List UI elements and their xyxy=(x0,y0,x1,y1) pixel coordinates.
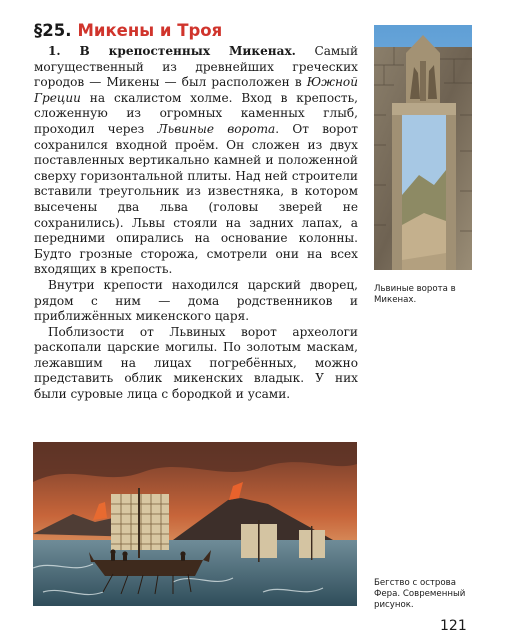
gate-name: Львиные ворота xyxy=(157,121,276,136)
section-heading xyxy=(34,20,374,42)
thera-escape-caption: Бегство с острова Фера. Современный рисунок. xyxy=(374,578,466,610)
section-title: Микены и Троя xyxy=(77,21,223,40)
paragraph-2: Внутри крепости находился царский дворец, рядом с ним — дома родственников и приближённых микенского царя. xyxy=(34,277,358,324)
lion-gate-illustration xyxy=(374,25,472,270)
paragraph-3: Поблизости от Львиных ворот археологи раскопали царские могилы. По золотым маскам, лежавшим на лицах погребённых, можно представить облик микенских владык. У них были суровые лица с бородкой и усами. xyxy=(34,324,358,402)
paragraph-1-part-3: . От ворот сохранился входной проём. Он сложен из двух поставленных вертикально камней и положенной сверху горизонтальной плиты. Над ней строители вставили треугольник из известняка, в котором высечены два льва (головы зверей не сохранились). Львы стояли на задних лапах, а передними опирались на основание колонны. Будто грозные сторожа, смотрели они на всех входящих в крепость. xyxy=(34,121,359,277)
subsection-label: 1. В крепостенных Микенах. xyxy=(48,44,296,58)
thera-escape-illustration xyxy=(33,442,357,606)
paragraph-1 xyxy=(34,44,358,278)
section-number: §25. xyxy=(34,21,72,40)
paragraph-1-part-2: на скалистом холме. Вход в крепость, сложенную из огромных каменных глыб, проходил через xyxy=(34,90,358,136)
page-number: 121 xyxy=(440,618,467,634)
place-name: Южной Греции xyxy=(34,75,358,105)
paragraph-1-part-1: Самый могущественный из древнейших греческих городов — Микены — был расположен в xyxy=(34,44,358,90)
body-text xyxy=(34,44,358,403)
lion-gate-caption: Львиные ворота в Микенах. xyxy=(374,284,456,305)
